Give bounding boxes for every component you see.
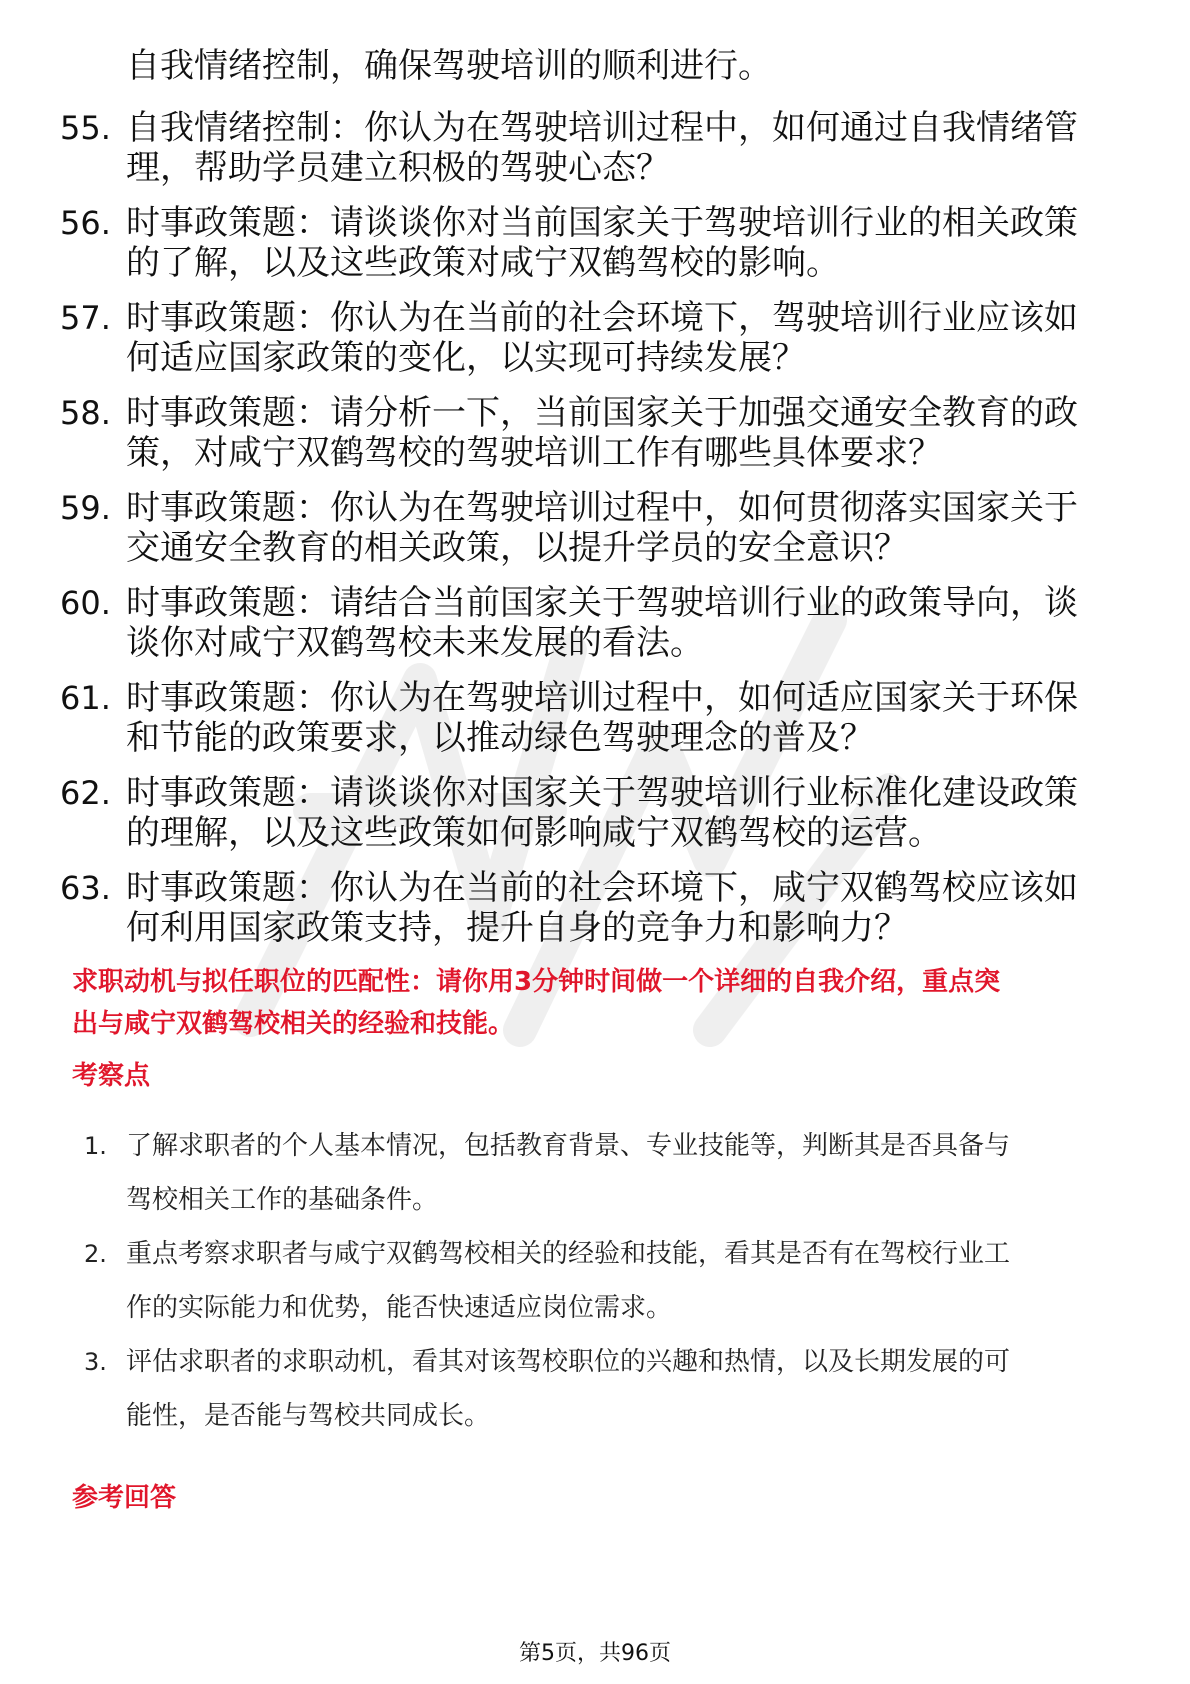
question-line: 时事政策题：请谈谈你对国家关于驾驶培训行业标准化建设政策	[126, 773, 1078, 813]
point-line: 重点考察求职者与咸宁双鹤驾校相关的经验和技能，看其是否有在驾校行业工	[126, 1239, 1011, 1269]
question-line: 理，帮助学员建立积极的驾驶心态？	[126, 148, 670, 188]
question-line: 自我情绪控制：你认为在驾驶培训过程中，如何通过自我情绪管	[126, 108, 1078, 148]
point-number: 1.	[84, 1132, 107, 1160]
point-line: 了解求职者的个人基本情况，包括教育背景、专业技能等，判断其是否具备与	[126, 1131, 1011, 1161]
points-heading: 考察点	[72, 1061, 151, 1091]
question-number: 55.	[60, 109, 111, 147]
question-line: 时事政策题：请分析一下，当前国家关于加强交通安全教育的政	[126, 393, 1078, 433]
question-line: 时事政策题：请结合当前国家关于驾驶培训行业的政策导向，谈	[126, 583, 1078, 623]
question-line: 时事政策题：你认为在驾驶培训过程中，如何适应国家关于环保	[126, 678, 1078, 718]
section-title-line: 求职动机与拟任职位的匹配性：请你用3分钟时间做一个详细的自我介绍，重点突	[72, 967, 1001, 997]
question-line: 的理解，以及这些政策如何影响咸宁双鹤驾校的运营。	[126, 813, 942, 853]
question-number: 63.	[60, 869, 111, 907]
question-line: 时事政策题：你认为在当前的社会环境下，咸宁双鹤驾校应该如	[126, 868, 1078, 908]
question-number: 60.	[60, 584, 111, 622]
question-line: 和节能的政策要求，以推动绿色驾驶理念的普及？	[126, 718, 874, 758]
question-line: 的了解，以及这些政策对咸宁双鹤驾校的影响。	[126, 243, 840, 283]
question-line: 何适应国家政策的变化，以实现可持续发展？	[126, 338, 806, 378]
question-number: 59.	[60, 489, 111, 527]
question-number: 58.	[60, 394, 111, 432]
question-line: 何利用国家政策支持，提升自身的竞争力和影响力？	[126, 908, 908, 948]
point-line: 作的实际能力和优势，能否快速适应岗位需求。	[126, 1293, 673, 1323]
answer-heading: 参考回答	[72, 1483, 177, 1513]
question-line: 策，对咸宁双鹤驾校的驾驶培训工作有哪些具体要求？	[126, 433, 942, 473]
point-line: 评估求职者的求职动机，看其对该驾校职位的兴趣和热情，以及长期发展的可	[126, 1347, 1011, 1377]
question-number: 56.	[60, 204, 111, 242]
point-line: 驾校相关工作的基础条件。	[126, 1185, 439, 1215]
question-line: 交通安全教育的相关政策，以提升学员的安全意识？	[126, 528, 908, 568]
question-number: 61.	[60, 679, 111, 717]
question-line: 时事政策题：你认为在驾驶培训过程中，如何贯彻落实国家关于	[126, 488, 1078, 528]
point-number: 3.	[84, 1348, 107, 1376]
point-number: 2.	[84, 1240, 107, 1268]
question-number: 62.	[60, 774, 111, 812]
question-line: 时事政策题：你认为在当前的社会环境下，驾驶培训行业应该如	[126, 298, 1078, 338]
question-line: 时事政策题：请谈谈你对当前国家关于驾驶培训行业的相关政策	[126, 203, 1078, 243]
question-line: 谈你对咸宁双鹤驾校未来发展的看法。	[126, 623, 704, 663]
continuation-line: 自我情绪控制，确保驾驶培训的顺利进行。	[126, 46, 772, 86]
section-title-line: 出与咸宁双鹤驾校相关的经验和技能。	[72, 1009, 515, 1039]
page-footer: 第5页，共96页	[519, 1641, 671, 1666]
point-line: 能性，是否能与驾校共同成长。	[126, 1401, 491, 1431]
question-number: 57.	[60, 299, 111, 337]
